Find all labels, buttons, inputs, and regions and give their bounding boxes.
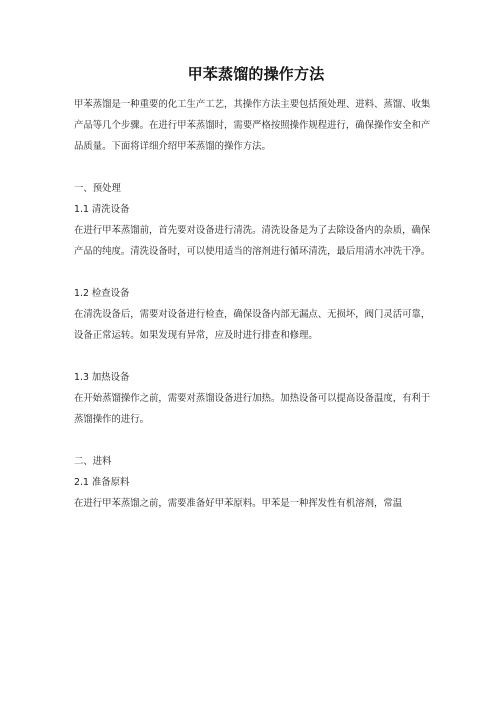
- section-title: 二、进料: [74, 456, 112, 467]
- document-title: 甲苯蒸馏的操作方法: [187, 65, 325, 83]
- subsection-paragraph: 在开始蒸馏操作之前，需要对蒸馏设备进行加热。加热设备可以提高设备温度，有利于蒸馏操作的进行。: [74, 393, 431, 425]
- spacer: [74, 430, 438, 451]
- subsection-paragraph: 在进行甲苯蒸馏之前，需要准备好甲苯原料。甲苯是一种挥发性有机溶剂，常温: [74, 498, 403, 509]
- subsection-paragraph: 在清洗设备后，需要对设备进行检查，确保设备内部无漏点、无损坏，阀门灵活可靠，设备正常运转。如果发现有异常，应及时进行排查和修理。: [74, 309, 431, 341]
- intro-paragraph: 甲苯蒸馏是一种重要的化工生产工艺，其操作方法主要包括预处理、进料、蒸馏、收集产品等几个步骤。在进行甲苯蒸馏时，需要严格按照操作规程进行，确保操作安全和产品质量。下面将详细介绍甲苯蒸馏的操作方法。: [74, 99, 431, 152]
- subsection-paragraph: 在进行甲苯蒸馏前，首先要对设备进行清洗。清洗设备是为了去除设备内的杂质，确保产品的纯度。清洗设备时，可以使用适当的溶剂进行循环清洗，最后用清水冲洗干净。: [74, 225, 431, 257]
- subsection-title: 1.3 加热设备: [74, 372, 130, 383]
- section-title: 一、预处理: [74, 183, 121, 194]
- spacer: [74, 346, 438, 367]
- document-body: [74, 94, 438, 514]
- subsection-title: 1.2 检查设备: [74, 288, 130, 299]
- spacer: [74, 262, 438, 283]
- subsection-title: 1.1 清洗设备: [74, 204, 130, 215]
- spacer: [74, 157, 438, 178]
- subsection-title: 2.1 准备原料: [74, 477, 130, 488]
